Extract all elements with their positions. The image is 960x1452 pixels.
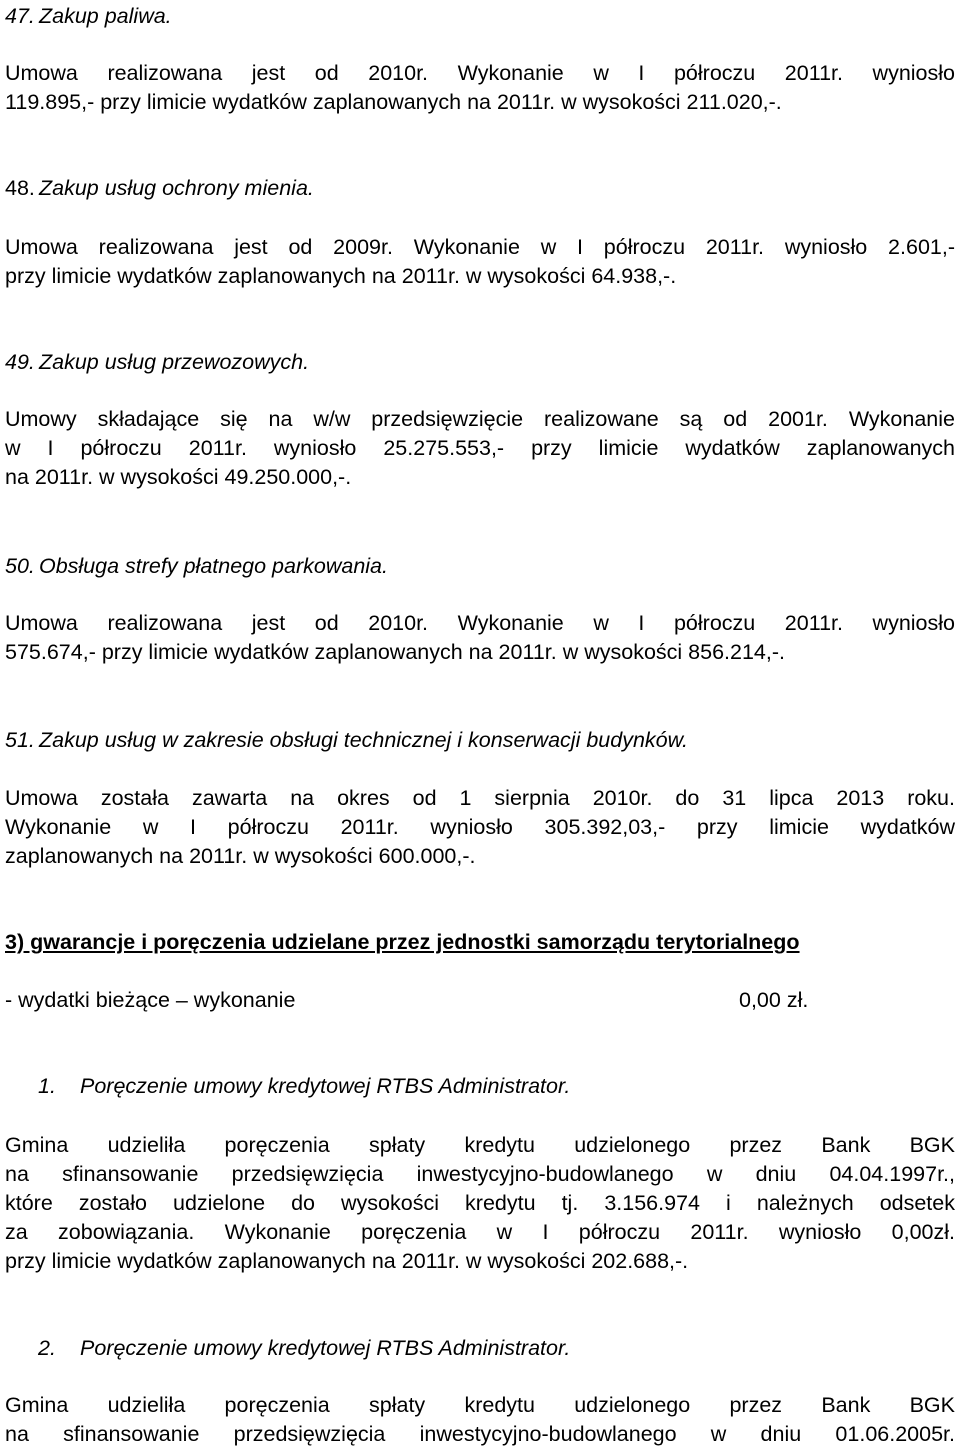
guarantee-2-heading	[38, 1334, 960, 1362]
item-49-text-line-1: Umowy składające się na w/w przedsięwzięcie realizowane są od 2001r. Wykonanie	[5, 407, 955, 431]
guarantee-2-number: 2.	[38, 1336, 56, 1360]
guarantee-1-number: 1.	[38, 1074, 56, 1098]
item-47-text-line-2: 119.895,- przy limicie wydatków zaplanowanych na 2011r. w wysokości 211.020,-.	[5, 90, 782, 114]
guarantee-2-text-line-2: na sfinansowanie przedsięwzięcia inwestycyjno-budowlanego w dniu 01.06.2005r.	[5, 1422, 955, 1446]
item-48-text-line-2: przy limicie wydatków zaplanowanych na 2011r. w wysokości 64.938,-.	[5, 264, 677, 288]
item-48-heading	[5, 174, 955, 202]
item-47-text-line-1: Umowa realizowana jest od 2010r. Wykonanie w I półroczu 2011r. wyniosło	[5, 61, 955, 85]
guarantee-1-text-line-2: na sfinansowanie przedsięwzięcia inwestycyjno-budowlanego w dniu 04.04.1997r.,	[5, 1162, 955, 1186]
section-3-heading: 3) gwarancje i poręczenia udzielane przez jednostki samorządu terytorialnego	[5, 930, 800, 954]
item-51-heading	[5, 726, 955, 754]
item-50-heading	[5, 552, 955, 580]
item-48-title: Zakup usług ochrony mienia.	[39, 176, 314, 200]
item-49-number: 49.	[5, 350, 35, 374]
item-47-title: Zakup paliwa.	[39, 4, 172, 28]
guarantee-2-title: Poręczenie umowy kredytowej RTBS Administrator.	[80, 1336, 571, 1360]
item-49-heading	[5, 348, 955, 376]
item-49-title: Zakup usług przewozowych.	[39, 350, 310, 374]
item-50-number: 50.	[5, 554, 35, 578]
expense-value: 0,00 zł.	[739, 988, 809, 1012]
guarantee-1-text-line-1: Gmina udzieliła poręczenia spłaty kredytu udzielonego przez Bank BGK	[5, 1133, 955, 1157]
item-51-text-line-1: Umowa została zawarta na okres od 1 sierpnia 2010r. do 31 lipca 2013 roku.	[5, 786, 955, 810]
guarantee-1-text-line-5: przy limicie wydatków zaplanowanych na 2011r. w wysokości 202.688,-.	[5, 1249, 689, 1273]
item-51-title: Zakup usług w zakresie obsługi technicznej i konserwacji budynków.	[39, 728, 688, 752]
item-47-number: 47.	[5, 4, 35, 28]
guarantee-1-text-line-4: za zobowiązania. Wykonanie poręczenia w I półroczu 2011r. wyniosło 0,00zł.	[5, 1220, 955, 1244]
guarantee-1-text-line-3: które zostało udzielone do wysokości kredytu tj. 3.156.974 i należnych odsetek	[5, 1191, 955, 1215]
item-49-text-line-2: w I półroczu 2011r. wyniosło 25.275.553,- przy limicie wydatków zaplanowanych	[5, 436, 955, 460]
item-50-text-line-1: Umowa realizowana jest od 2010r. Wykonanie w I półroczu 2011r. wyniosło	[5, 611, 955, 635]
item-51-number: 51.	[5, 728, 35, 752]
expense-label: - wydatki bieżące – wykonanie	[5, 988, 296, 1012]
guarantee-1-title: Poręczenie umowy kredytowej RTBS Administrator.	[80, 1074, 571, 1098]
item-48-number: 48.	[5, 176, 35, 200]
expense-row	[5, 986, 955, 1014]
item-51-text-line-2: Wykonanie w I półroczu 2011r. wyniosło 305.392,03,- przy limicie wydatków	[5, 815, 955, 839]
item-47-heading	[5, 2, 955, 30]
item-48-text-line-1: Umowa realizowana jest od 2009r. Wykonanie w I półroczu 2011r. wyniosło 2.601,-	[5, 235, 955, 259]
item-51-text-line-3: zaplanowanych na 2011r. w wysokości 600.000,-.	[5, 844, 476, 868]
item-50-text-line-2: 575.674,- przy limicie wydatków zaplanowanych na 2011r. w wysokości 856.214,-.	[5, 640, 785, 664]
guarantee-2-text-line-1: Gmina udzieliła poręczenia spłaty kredytu udzielonego przez Bank BGK	[5, 1393, 955, 1417]
guarantee-1-heading	[38, 1072, 960, 1100]
item-49-text-line-3: na 2011r. w wysokości 49.250.000,-.	[5, 465, 352, 489]
item-50-title: Obsługa strefy płatnego parkowania.	[39, 554, 388, 578]
